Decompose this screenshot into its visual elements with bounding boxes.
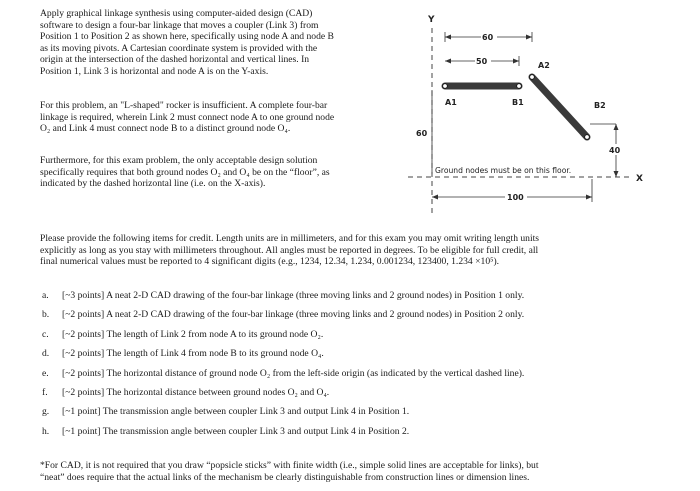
label-b1: B1 xyxy=(512,98,524,107)
item-text: [~2 points] The length of Link 2 from node A to its ground node O₂. xyxy=(62,328,324,340)
node-b1 xyxy=(517,84,522,89)
item-marker: h. xyxy=(42,425,50,437)
text-line: as its moving pivots. A Cartesian coordinate system is provided with the xyxy=(40,42,318,54)
floor-note: Ground nodes must be on this floor. xyxy=(435,166,572,175)
credit-item xyxy=(40,387,680,406)
y-axis-label: Y xyxy=(428,15,435,25)
text-line: explicitly as long as you stay with millimeters throughout. All angles must be reported in degrees. To be eligible for full credit, all xyxy=(40,244,539,256)
text-line: Furthermore, for this exam problem, the only acceptable design solution xyxy=(40,155,318,166)
label-a2: A2 xyxy=(538,61,550,70)
dim-top-value: 60 xyxy=(482,33,494,42)
item-marker: a. xyxy=(42,290,49,301)
label-b2: B2 xyxy=(594,101,606,110)
credit-paragraph xyxy=(40,233,660,268)
item-marker: d. xyxy=(42,348,50,360)
linkage-diagram xyxy=(408,6,648,218)
credit-item xyxy=(40,348,680,367)
intro-paragraph xyxy=(40,8,398,78)
node-b2 xyxy=(585,135,590,140)
item-text: [~1 point] The transmission angle between coupler Link 3 and output Link 4 in Position 1. xyxy=(62,406,410,418)
text-line: origin at the intersection of the dashed horizontal and vertical lines. In xyxy=(40,54,310,66)
item-text: [~2 points] The length of Link 4 from node B to its ground node O₄. xyxy=(62,348,324,360)
text-line: For this problem, an "L-shaped" rocker is insufficient. A complete four-bar xyxy=(40,100,328,111)
text-line: *For CAD, it is not required that you draw “popsicle sticks” with finite width (i.e., simple solid lines are acceptable for links), but xyxy=(40,460,539,471)
text-line: O₂ and Link 4 must connect node B to a distinct ground node O₄. xyxy=(40,123,291,135)
text-line: linkage is required, wherein Link 2 must connect node A to one ground node xyxy=(40,111,335,123)
text-line: indicated by the dashed horizontal line (i.e. on the X-axis). xyxy=(40,178,266,190)
text-line: software to design a four-bar linkage that moves a coupler (Link 3) from xyxy=(40,19,319,31)
item-marker: b. xyxy=(42,309,50,321)
text-line: final numerical values must be reported to 4 significant digits (e.g., 1234, 12.34, 1.234, 0.001234, 123400, 1.234 ×10⁵). xyxy=(40,256,500,268)
item-marker: c. xyxy=(42,328,49,340)
coupler-position-2 xyxy=(532,77,587,137)
credit-item xyxy=(40,406,680,425)
dim-mid-value: 50 xyxy=(476,57,488,66)
text-line: “neat” does require that the actual links of the mechanism be clearly distinguishable from construction lines or dimension lines. xyxy=(40,471,530,483)
credit-item xyxy=(40,426,680,445)
requirement-paragraph xyxy=(40,100,398,135)
dim-right-value: 40 xyxy=(609,146,621,155)
text-line: Position 1, Link 3 is horizontal and node A is on the Y-axis. xyxy=(40,65,269,77)
item-marker: e. xyxy=(42,367,49,379)
item-text: [~3 points] A neat 2-D CAD drawing of the four-bar linkage (three moving links and 2 ground nodes) in Position 1 only. xyxy=(62,290,525,301)
text-line: Please provide the following items for credit. Length units are in millimeters, and for this exam you may omit writing length units xyxy=(40,233,540,244)
item-text: [~2 points] A neat 2-D CAD drawing of the four-bar linkage (three moving links and 2 ground nodes) in Position 2 only. xyxy=(62,309,525,321)
item-text: [~1 point] The transmission angle between coupler Link 3 and output Link 4 in Position 2. xyxy=(62,425,410,437)
credit-item xyxy=(40,309,680,328)
dim-left-value: 60 xyxy=(416,129,428,138)
floor-paragraph xyxy=(40,155,398,190)
credit-items-list xyxy=(40,290,680,445)
dim-bottom-value: 100 xyxy=(507,193,524,202)
item-marker: f. xyxy=(42,386,48,398)
node-a1 xyxy=(443,84,448,89)
label-a1: A1 xyxy=(445,98,457,107)
item-text: [~2 points] The horizontal distance of ground node O₂ from the left-side origin (as indicated by the vertical dashed line). xyxy=(62,367,525,379)
credit-item xyxy=(40,368,680,387)
text-line: Position 1 to Position 2 as shown here, specifically using node A and node B xyxy=(40,31,334,43)
text-line: Apply graphical linkage synthesis using computer-aided design (CAD) xyxy=(40,8,313,19)
x-axis-label: X xyxy=(636,174,643,184)
footnote-paragraph xyxy=(40,460,660,483)
credit-item xyxy=(40,290,680,309)
item-marker: g. xyxy=(42,406,50,418)
item-text: [~2 points] The horizontal distance between ground nodes O₂ and O₄. xyxy=(62,386,330,398)
credit-item xyxy=(40,329,680,348)
node-a2 xyxy=(530,75,535,80)
text-line: specifically requires that both ground nodes O₂ and O₄ be on the “floor”, as xyxy=(40,166,330,178)
